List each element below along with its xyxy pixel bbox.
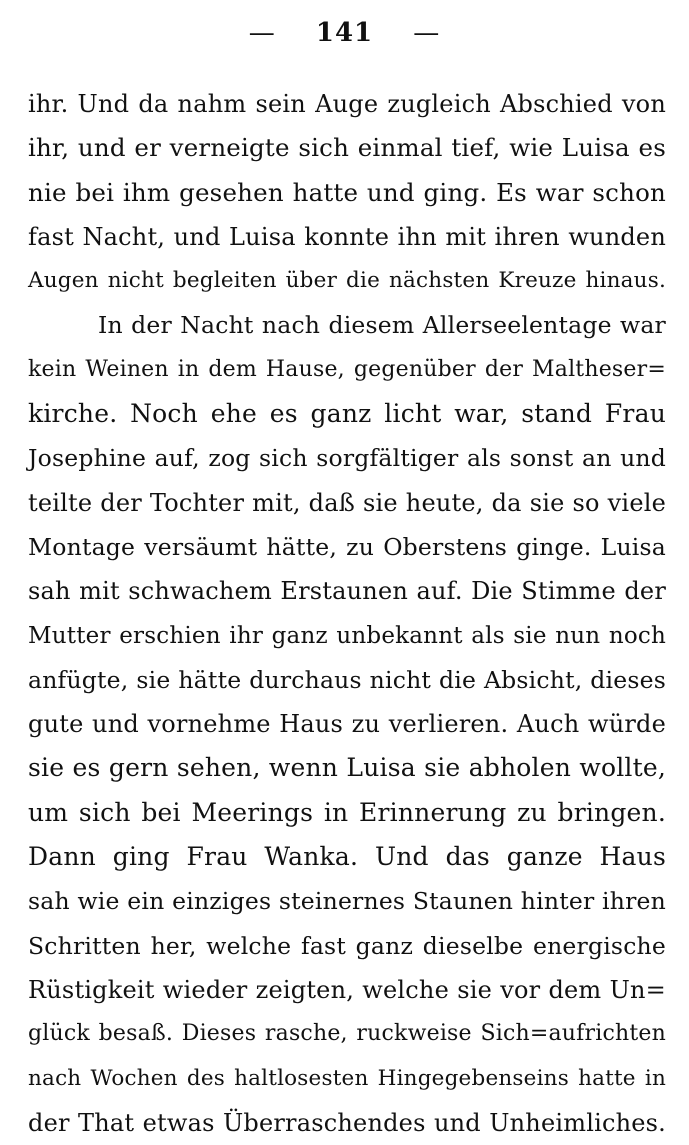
text-line: kein Weinen in dem Hause, gegenüber der Maltheser=: [28, 356, 666, 382]
text-line: der That etwas Überraschendes und Unheimliches.: [28, 1108, 666, 1137]
text-line: Schritten her, welche fast ganz dieselbe energische: [28, 931, 666, 960]
text-line: Mutter erschien ihr ganz unbekannt als sie nun noch: [28, 622, 666, 649]
text-line: anfügte, sie hätte durchaus nicht die Absicht, dieses: [28, 665, 666, 694]
text-line: um sich bei Meerings in Erinnerung zu bringen.: [28, 797, 666, 827]
text-line: Augen nicht begleiten über die nächsten Kreuze hinaus.: [28, 268, 666, 294]
body-text: [28, 82, 666, 1145]
text-line: Josephine auf, zog sich sorgfältiger als sonst an und: [28, 444, 666, 473]
text-line: kirche. Noch ehe es ganz licht war, stand Frau: [28, 399, 666, 429]
text-line: Rüstigkeit wieder zeigten, welche sie vor dem Un=: [28, 975, 666, 1004]
text-line: Montage versäumt hätte, zu Oberstens ginge. Luisa: [28, 532, 666, 561]
text-line: teilte der Tochter mit, daß sie heute, da sie so viele: [28, 488, 666, 517]
text-line: sah mit schwachem Erstaunen auf. Die Stimme der: [28, 577, 666, 606]
header-dash-left: —: [248, 18, 276, 48]
text-line: fast Nacht, und Luisa konnte ihn mit ihren wunden: [28, 222, 666, 251]
page-header: [0, 18, 689, 58]
text-line: nach Wochen des haltlosesten Hingegebenseins hatte in: [28, 1065, 666, 1091]
text-line: nie bei ihm gesehen hatte und ging. Es war schon: [28, 177, 666, 207]
text-line: sie es gern sehen, wenn Luisa sie abholen wollte,: [28, 753, 666, 783]
text-line: ihr. Und da nahm sein Auge zugleich Abschied von: [28, 90, 666, 118]
header-dash-right: —: [413, 18, 441, 48]
text-line: gute und vornehme Haus zu verlieren. Auch würde: [28, 710, 666, 739]
page-number: 141: [315, 18, 374, 48]
text-line-paragraph-start: In der Nacht nach diesem Allerseelentage war: [98, 311, 666, 340]
text-line: sah wie ein einziges steinernes Staunen hinter ihren: [28, 887, 666, 916]
text-line: ihr, und er verneigte sich einmal tief, wie Luisa es: [28, 133, 666, 163]
text-line: Dann ging Frau Wanka. Und das ganze Haus: [28, 842, 666, 872]
text-line: glück besaß. Dieses rasche, ruckweise Sich=aufrichten: [28, 1021, 666, 1047]
